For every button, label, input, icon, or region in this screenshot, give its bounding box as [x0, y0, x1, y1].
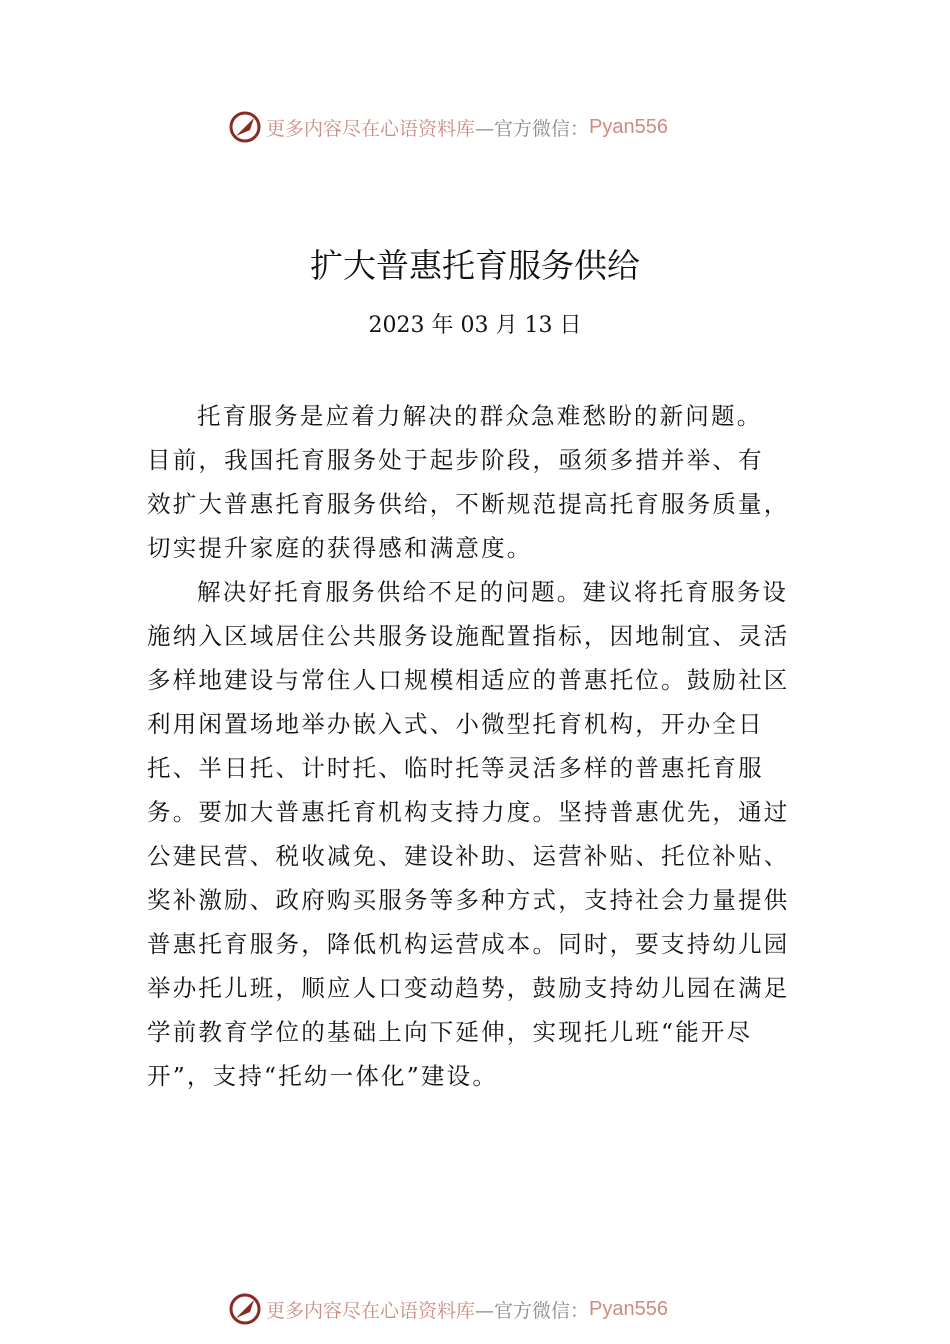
- watermark-wechat-id: Pyan556: [589, 115, 668, 138]
- footer-watermark: [228, 1292, 668, 1326]
- header-watermark: [228, 110, 668, 144]
- text-line: 效扩大普惠托育服务供给，不断规范提高托育服务质量，: [147, 490, 790, 518]
- text-line: 目前，我国托育服务处于起步阶段，亟须多措并举、有: [147, 446, 764, 474]
- text-line: 学前教育学位的基础上向下延伸，实现托儿班“能开尽: [147, 1018, 753, 1046]
- text-line: 施纳入区域居住公共服务设施配置指标，因地制宜、灵活: [147, 622, 790, 650]
- text-line: 解决好托育服务供给不足的问题。建议将托育服务设: [197, 578, 789, 606]
- text-line: 举办托儿班，顺应人口变动趋势，鼓励支持幼儿园在满足: [147, 974, 790, 1002]
- watermark-wechat-label: —官方微信：: [475, 1299, 590, 1322]
- date: 2023 年 03 月 13 日: [368, 313, 582, 338]
- watermark-wechat-label: —官方微信：: [475, 117, 590, 140]
- text-line: 多样地建设与常住人口规模相适应的普惠托位。鼓励社区: [147, 666, 790, 694]
- text-line: 开”，支持“托幼一体化”建设。: [147, 1062, 499, 1090]
- article-body: [147, 394, 827, 1098]
- watermark-wechat-id: Pyan556: [589, 1297, 668, 1320]
- text-line: 奖补激励、政府购买服务等多种方式，支持社会力量提供: [147, 886, 790, 914]
- text-line: 利用闲置场地举办嵌入式、小微型托育机构，开办全日: [147, 710, 764, 738]
- text-line: 切实提升家庭的获得感和满意度。: [147, 534, 533, 562]
- text-line: 普惠托育服务，降低机构运营成本。同时，要支持幼儿园: [147, 930, 790, 958]
- watermark-text: 更多内容尽在心语资料库: [266, 1299, 476, 1322]
- text-line: 公建民营、税收减免、建设补助、运营补贴、托位补贴、: [147, 842, 790, 870]
- pen-logo-icon: [228, 110, 262, 144]
- text-line: 托育服务是应着力解决的群众急难愁盼的新问题。: [197, 402, 763, 430]
- watermark-text: 更多内容尽在心语资料库: [266, 117, 476, 140]
- pen-logo-icon: [228, 1292, 262, 1326]
- text-line: 托、半日托、计时托、临时托等灵活多样的普惠托育服: [147, 754, 764, 782]
- text-line: 务。要加大普惠托育机构支持力度。坚持普惠优先，通过: [147, 798, 790, 826]
- page-title: 扩大普惠托育服务供给: [310, 246, 640, 285]
